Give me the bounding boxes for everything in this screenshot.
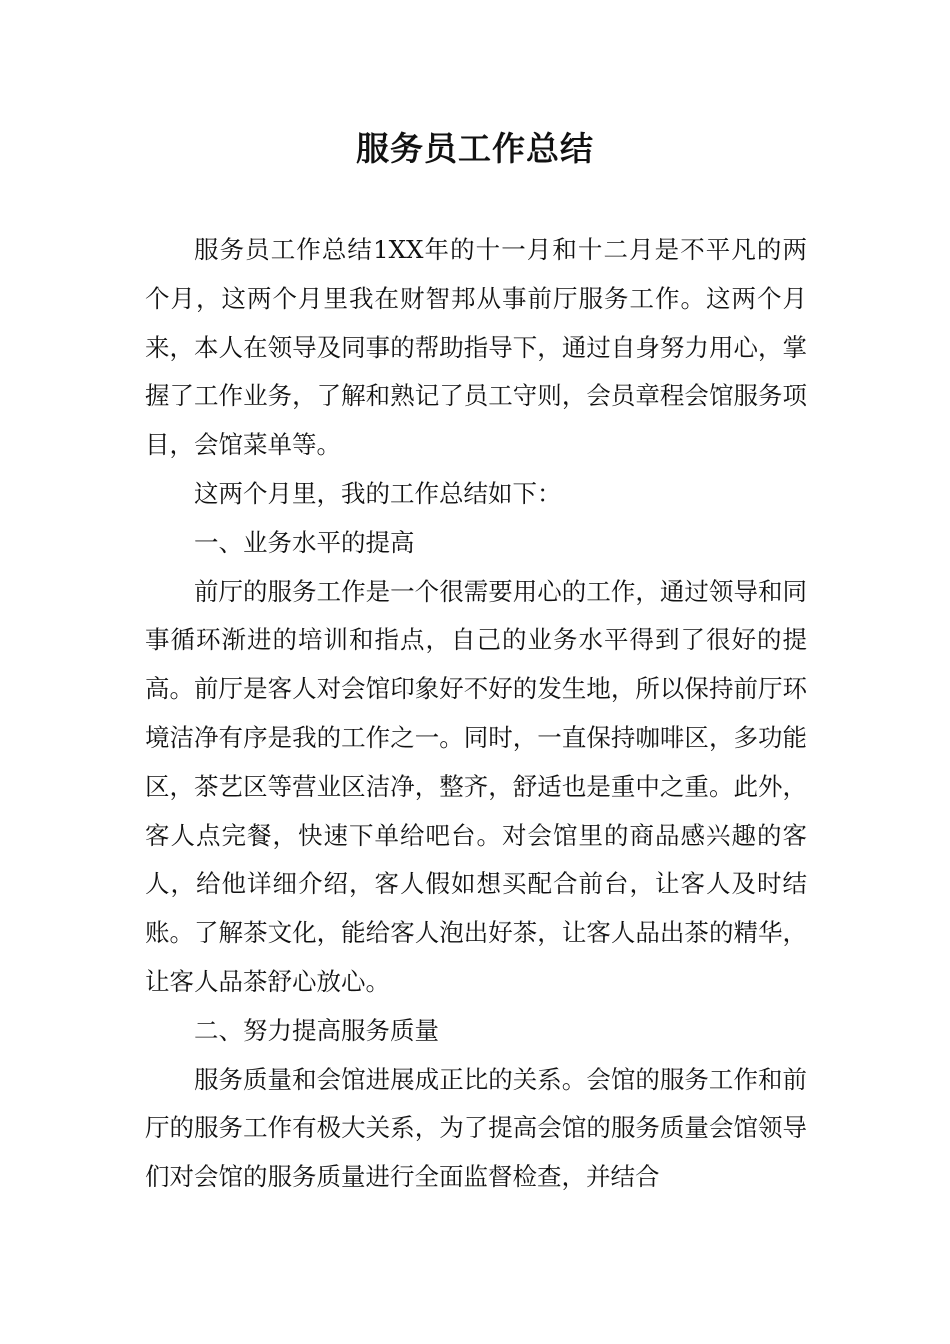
document-title: 服务员工作总结 <box>356 129 594 168</box>
section-heading-1: 一、业务水平的提高 <box>194 527 415 557</box>
paragraph-section-2: 服务质量和会馆进展成正比的关系。会馆的服务工作和前厅的服务工作有极大关系，为了提高会馆的服务质量会馆领导们对会馆的服务质量进行全面监督检查，并结合 <box>145 1064 807 1192</box>
document-body <box>145 226 807 1202</box>
paragraph-summary-lead: 这两个月里，我的工作总结如下： <box>194 478 562 508</box>
paragraph-intro: 服务员工作总结1XX年的十一月和十二月是不平凡的两个月，这两个月里我在财智邦从事前厅服务工作。这两个月来，本人在领导及同事的帮助指导下，通过自身努力用心，掌握了工作业务，了解和熟记了员工守则，会员章程会馆服务项目，会馆菜单等。 <box>145 235 807 460</box>
section-heading-2: 二、努力提高服务质量 <box>194 1015 439 1045</box>
paragraph-section-1: 前厅的服务工作是一个很需要用心的工作，通过领导和同事循环渐进的培训和指点，自己的业务水平得到了很好的提高。前厅是客人对会馆印象好不好的发生地，所以保持前厅环境洁净有序是我的工作之一。同时，一直保持咖啡区，多功能区，茶艺区等营业区洁净，整齐，舒适也是重中之重。此外，客人点完餐，快速下单给吧台。对会馆里的商品感兴趣的客人，给他详细介绍，客人假如想买配合前台，让客人及时结账。了解茶文化，能给客人泡出好茶，让客人品出茶的精华，让客人品茶舒心放心。 <box>145 576 807 996</box>
